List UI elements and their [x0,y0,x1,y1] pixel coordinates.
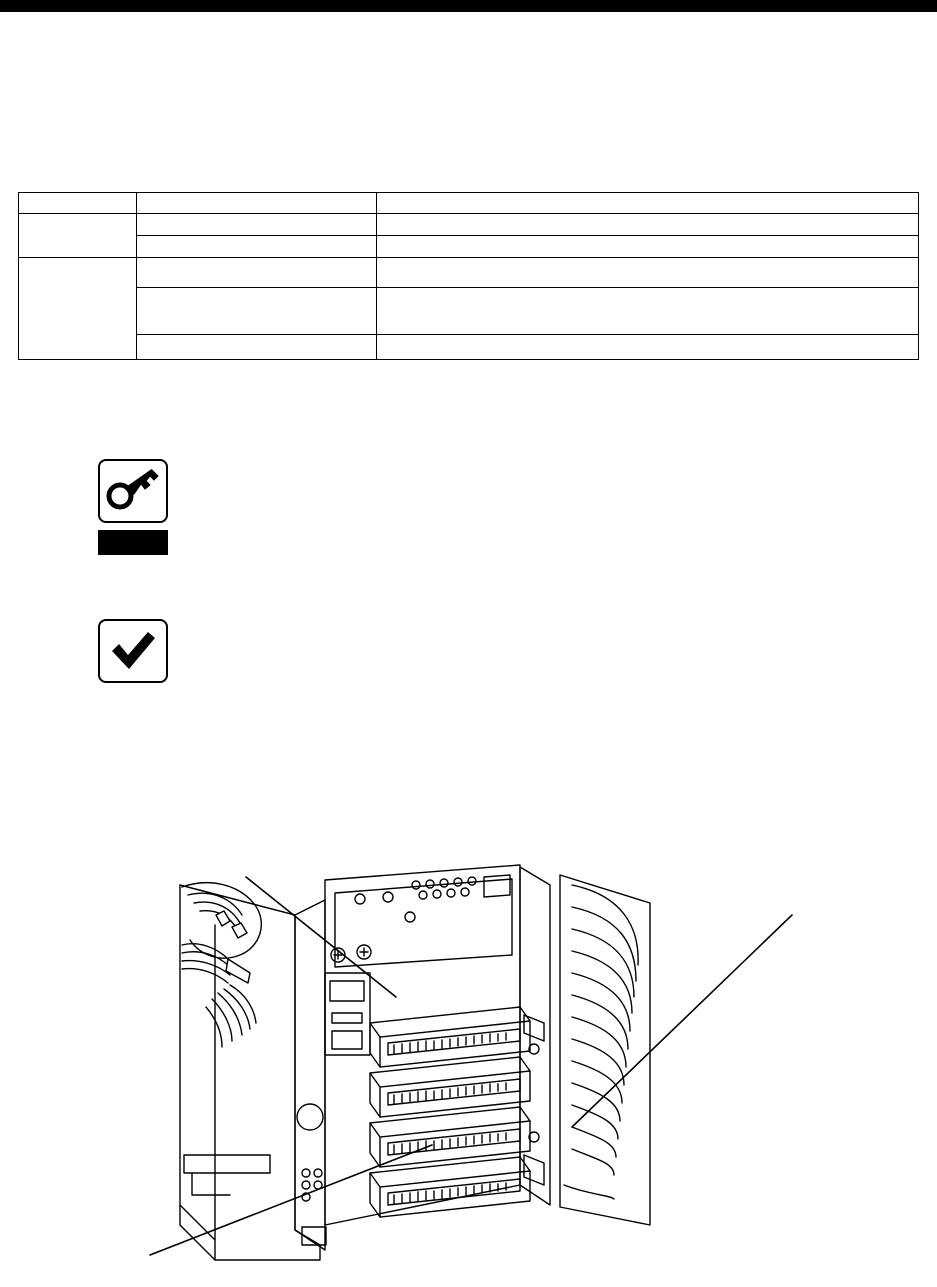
check-icon [98,619,168,683]
table-cell [19,214,137,258]
page-top-rule [0,0,937,12]
figure-server-chassis [120,855,920,1275]
table-cell [377,335,919,360]
table-cell [137,258,377,288]
table-cell [19,258,137,360]
table-cell [377,193,919,214]
table-cell [137,236,377,258]
table-row [19,335,919,360]
key-icon [98,459,168,523]
table-cell [137,288,377,335]
table-cell [377,214,919,236]
table-row [19,193,919,214]
table-row [19,258,919,288]
table-cell [377,288,919,335]
check-icon-glyph [100,621,166,681]
spec-table [18,192,919,360]
table-cell [377,236,919,258]
table-row [19,214,919,236]
table-row [19,288,919,335]
table-cell [377,258,919,288]
table-cell [137,335,377,360]
table-cell [19,193,137,214]
chassis-illustration [120,855,920,1275]
table-cell [137,193,377,214]
key-icon-glyph [100,461,166,521]
key-icon-label-bar [98,530,168,555]
table-row [19,236,919,258]
table-cell [137,214,377,236]
